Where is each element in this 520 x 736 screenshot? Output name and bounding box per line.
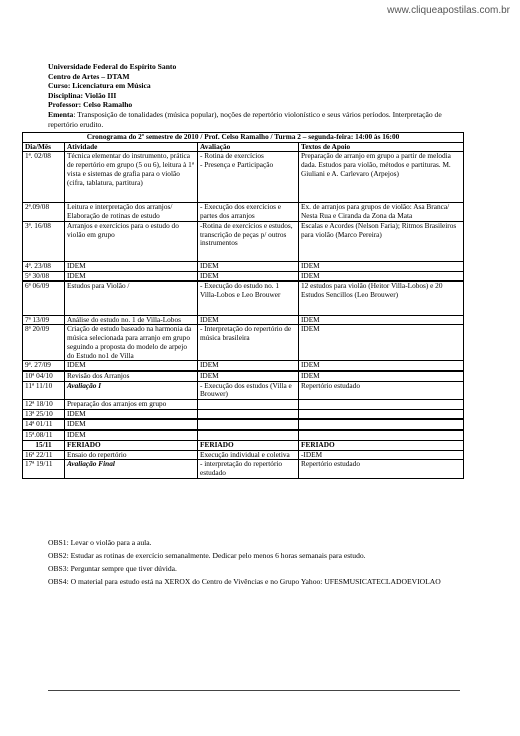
university-name: Universidade Federal do Espírito Santo [48, 62, 177, 71]
table-cell: 8ª 20/09 [23, 325, 65, 361]
table-cell: - Rotina de exercícios - Presença e Participação [198, 152, 299, 203]
table-cell: 4ª. 23/08 [23, 261, 65, 271]
discipline-name: Disciplina: Violão III [48, 90, 117, 100]
table-title: Cronograma do 2º semestre de 2010 / Prof. Celso Ramalho / Turma 2 – segunda-feira: 14:00 às 16:00 [23, 133, 464, 143]
table-cell: IDEM [299, 371, 464, 381]
table-cell: Arranjos e exercícios para o estudo do violão em grupo [65, 221, 198, 261]
table-cell: 15ª.08/11 [23, 430, 65, 440]
table-cell [299, 430, 464, 440]
table-cell: Repertório estudado [299, 460, 464, 478]
document-header [48, 62, 468, 129]
table-cell: - interpretação do repertório estudado [198, 460, 299, 478]
table-cell: IDEM [198, 261, 299, 271]
table-cell: FERIADO [198, 440, 299, 450]
table-cell: Análise do estudo no. 1 de Villa-Lobos [65, 315, 198, 325]
table-cell: - Execução do estudo no. 1 Villa-Lobos e Leo Brouwer [198, 281, 299, 315]
table-cell: 2ª.09/08 [23, 203, 65, 221]
table-row [23, 221, 464, 261]
table-cell: 13ª 25/10 [23, 409, 65, 419]
schedule-table [22, 132, 464, 479]
table-cell: -Rotina de exercícios e estudos, transcrição de peças p/ outros instrumentos [198, 221, 299, 261]
table-row [23, 371, 464, 381]
table-cell: 12ª 18/10 [23, 400, 65, 410]
ementa-text: : Transposição de tonalidades (música popular), noções de repertório violonístico e seus vários períodos. Interpretação de repertório erudito. [48, 109, 442, 129]
table-cell: 7ª 13/09 [23, 315, 65, 325]
table-row [23, 281, 464, 315]
table-cell: - Execução dos estudos (Villa e Brouwer) [198, 381, 299, 399]
table-row [23, 381, 464, 399]
table-cell: Preparação dos arranjos em grupo [65, 400, 198, 410]
table-cell: Leitura e interpretação dos arranjos/ Elaboração de rotinas de estudo [65, 203, 198, 221]
table-cell: 17ª 19/11 [23, 460, 65, 478]
ementa [48, 110, 468, 129]
table-cell: 6ª 06/09 [23, 281, 65, 315]
column-header: Atividade [65, 142, 198, 152]
table-cell: Criação de estudo baseado na harmonia da música selecionada para arranjo em grupo seguindo a proposta do modelo de arpejo do Estudo no1 de Villa [65, 325, 198, 361]
table-cell: IDEM [299, 315, 464, 325]
table-cell: IDEM [299, 261, 464, 271]
table-cell [198, 430, 299, 440]
table-cell: - Interpretação do repertório de música brasileira [198, 325, 299, 361]
table-cell [198, 419, 299, 430]
table-cell: Avaliação Final [65, 460, 198, 478]
table-row [23, 361, 464, 371]
obs-item: OBS4: O material para estudo está na XEROX do Centro de Vivências e no Grupo Yahoo: UFESMUSICATECLADOEVIOLAO [48, 576, 441, 586]
table-cell: -IDEM [299, 450, 464, 460]
table-cell: IDEM [198, 271, 299, 281]
table-cell: Preparação de arranjo em grupo a partir de melodia dada. Estudos para violão, métodos e partituras. M. Giuliani e A. Carlevaro (Arpejos) [299, 152, 464, 203]
table-row [23, 203, 464, 221]
obs-item: OBS3: Perguntar sempre que tiver dúvida. [48, 563, 177, 573]
center-name: Centro de Artes – DTAM [48, 71, 130, 81]
table-row [23, 400, 464, 410]
watermark: www.cliqueapostilas.com.br [387, 5, 510, 16]
table-cell: IDEM [65, 261, 198, 271]
table-row [23, 430, 464, 440]
table-cell: Avaliação I [65, 381, 198, 399]
table-cell: IDEM [299, 361, 464, 371]
table-cell: IDEM [299, 325, 464, 361]
table-cell: 12 estudos para violão (Heitor Villa-Lobos) e 20 Estudos Sencillos (Leo Brouwer) [299, 281, 464, 315]
table-row [23, 460, 464, 478]
table-cell: 10ª 04/10 [23, 371, 65, 381]
table-cell [299, 409, 464, 419]
column-header: Avaliação [198, 142, 299, 152]
table-row [23, 271, 464, 281]
table-cell: 5ª 30/08 [23, 271, 65, 281]
table-cell: 3ª. 16/08 [23, 221, 65, 261]
table-cell: Repertório estudado [299, 381, 464, 399]
professor-name: Professor: Celso Ramalho [48, 100, 133, 110]
ementa-label: Ementa [48, 109, 74, 119]
table-cell: Ex. de arranjos para grupos de violão: Asa Branca/ Nesta Rua e Ciranda da Zona da Mata [299, 203, 464, 221]
table-cell: Execução individual e coletiva [198, 450, 299, 460]
table-cell: 9ª. 27/09 [23, 361, 65, 371]
table-cell: FERIADO [299, 440, 464, 450]
obs-item: OBS2: Estudar as rotinas de exercício semanalmente. Dedicar pelo menos 6 horas semanais para estudo. [48, 550, 366, 560]
observations [48, 538, 468, 590]
table-cell: 11ª 11/10 [23, 381, 65, 399]
table-cell: IDEM [299, 271, 464, 281]
table-cell [299, 419, 464, 430]
column-header: Dia/Mês [23, 142, 65, 152]
column-header: Textos de Apoio [299, 142, 464, 152]
table-row [23, 152, 464, 203]
table-cell: IDEM [65, 361, 198, 371]
table-cell: 14ª 01/11 [23, 419, 65, 430]
table-row [23, 419, 464, 430]
table-cell [299, 400, 464, 410]
table-cell: IDEM [198, 371, 299, 381]
table-cell: FERIADO [65, 440, 198, 450]
table-row-holiday [23, 440, 464, 450]
table-cell: IDEM [65, 430, 198, 440]
table-cell: Revisão dos Arranjos [65, 371, 198, 381]
table-cell: 16ª 22/11 [23, 450, 65, 460]
course-name: Curso: Licenciatura em Música [48, 81, 151, 91]
table-cell: - Execução dos exercícios e partes dos arranjos [198, 203, 299, 221]
table-row [23, 261, 464, 271]
table-cell: 1ª. 02/08 [23, 152, 65, 203]
table-cell: Técnica elementar do instrumento, prática de repertório em grupo (5 ou 6), leitura à 1ª vista e sistemas de grafia para o violão (cifra, tablatura, partitura) [65, 152, 198, 203]
table-cell: IDEM [65, 419, 198, 430]
table-cell: IDEM [65, 271, 198, 281]
table-cell: Estudos para Violão / [65, 281, 198, 315]
obs-item: OBS1: Levar o violão para a aula. [48, 538, 152, 547]
table-cell: IDEM [65, 409, 198, 419]
table-cell [198, 409, 299, 419]
table-cell: 15/11 [23, 440, 65, 450]
table-cell: IDEM [198, 361, 299, 371]
table-title-row [23, 133, 464, 143]
table-cell [198, 400, 299, 410]
table-row [23, 325, 464, 361]
footer-divider [48, 690, 460, 691]
table-cell: Escalas e Acordes (Nelson Faria); Ritmos Brasileiros para violão (Marco Pereira) [299, 221, 464, 261]
table-cell: Ensaio do repertório [65, 450, 198, 460]
table-row [23, 409, 464, 419]
table-cell: IDEM [198, 315, 299, 325]
